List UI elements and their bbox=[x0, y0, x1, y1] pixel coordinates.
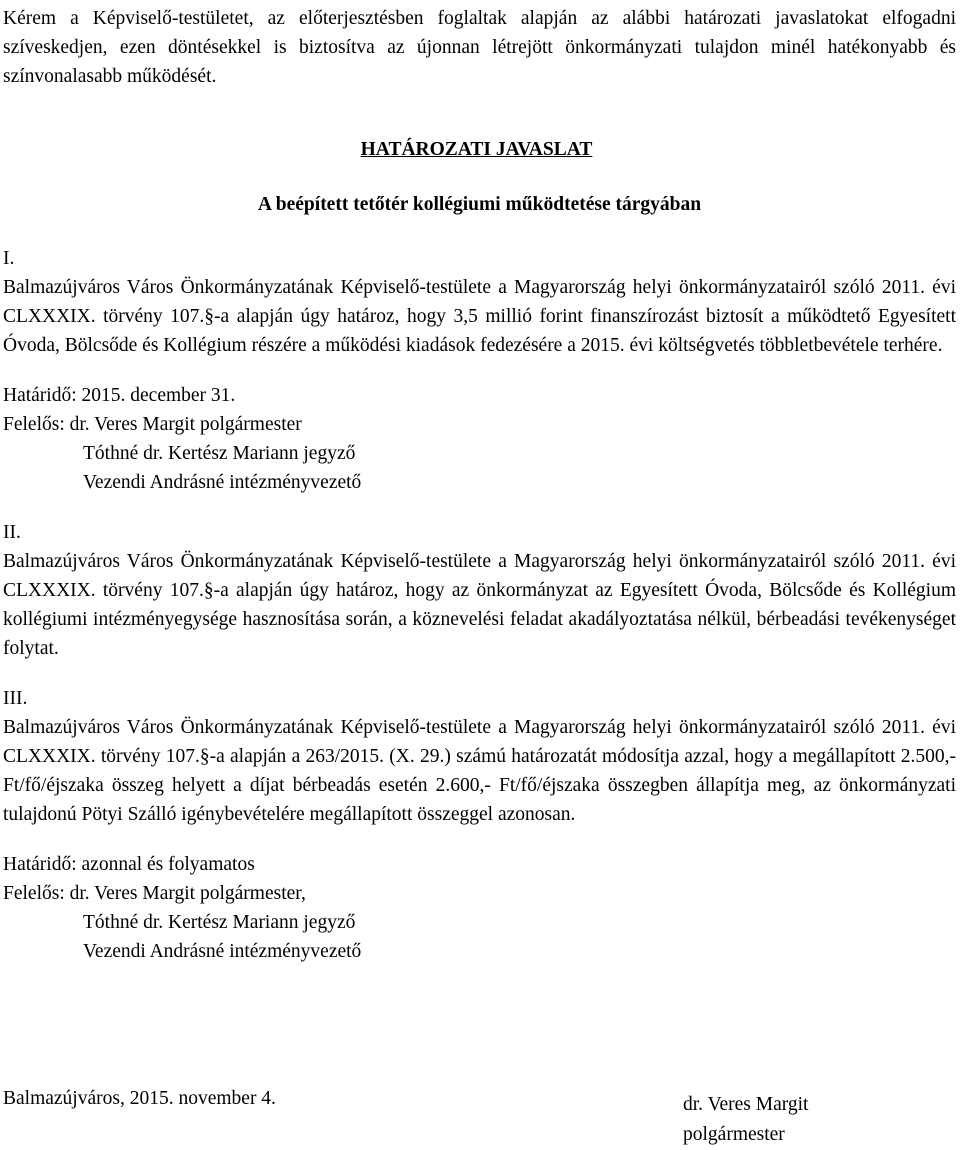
resolution-section-2 bbox=[3, 497, 956, 663]
section-number: I. bbox=[3, 248, 15, 269]
responsible: Vezendi Andrásné intézményvezető bbox=[83, 472, 362, 493]
responsible: Tóthné dr. Kertész Mariann jegyző bbox=[83, 443, 356, 464]
section-text: Balmazújváros Város Önkormányzatának Képviselő-testülete a Magyarország helyi önkormányzatairól szóló 2011. évi CLXXXIX. törvény 107.§-a alapján úgy határoz, hogy 3,5 millió forint finanszírozást biztosít a működtető Egyesített Óvoda, Bölcsőde és Kollégium részére a működési kiadások fedezésére a 2015. évi költségvetés többletbevétele terhére. bbox=[3, 277, 956, 356]
responsible: Vezendi Andrásné intézményvezető bbox=[83, 941, 362, 962]
document-title: HATÁROZATI JAVASLAT bbox=[360, 139, 593, 160]
intro-paragraph: Kérem a Képviselő-testületet, az előterjesztésben foglaltak alapján az alábbi határozati javaslatokat elfogadni szíveskedjen, ezen döntésekkel is biztosítva az újonnan létrejött önkormányzati tulajdon minél hatékonyabb és színvonalasabb működését. bbox=[3, 8, 956, 87]
signature-block bbox=[683, 1090, 808, 1150]
place-date: Balmazújváros, 2015. november 4. bbox=[3, 1087, 276, 1109]
deadline: Határidő: azonnal és folyamatos bbox=[3, 854, 255, 875]
section-number: II. bbox=[3, 522, 21, 543]
resolution-section-1 bbox=[3, 244, 956, 497]
section-text: Balmazújváros Város Önkormányzatának Képviselő-testülete a Magyarország helyi önkormányzatairól szóló 2011. évi CLXXXIX. törvény 107.§-a alapján a 263/2015. (X. 29.) számú határozatát módosítja azzal, hogy a megállapított 2.500,- Ft/fő/éjszaka összeg helyett a díjat bérbeadás esetén 2.600,- Ft/fő/éjszaka összegben állapítja meg, az önkormányzati tulajdonú Pötyi Szálló igénybevételére megállapított összeggel azonosan. bbox=[3, 717, 956, 825]
responsible: Tóthné dr. Kertész Mariann jegyző bbox=[83, 912, 356, 933]
deadline: Határidő: 2015. december 31. bbox=[3, 385, 236, 406]
responsible: Felelős: dr. Veres Margit polgármester bbox=[3, 414, 302, 435]
section-number: III. bbox=[3, 688, 28, 709]
signer-title: polgármester bbox=[683, 1124, 785, 1145]
responsible: Felelős: dr. Veres Margit polgármester, bbox=[3, 883, 306, 904]
signer-name: dr. Veres Margit bbox=[683, 1094, 809, 1115]
resolution-section-3 bbox=[3, 663, 956, 966]
section-text: Balmazújváros Város Önkormányzatának Képviselő-testülete a Magyarország helyi önkormányzatairól szóló 2011. évi CLXXXIX. törvény 107.§-a alapján úgy határoz, hogy az önkormányzat az Egyesített Óvoda, Bölcsőde és Kollégium kollégiumi intézményegysége hasznosítása során, a köznevelési feladat akadályoztatása nélkül, bérbeadási tevékenységet folytat. bbox=[3, 551, 956, 659]
document-page bbox=[3, 0, 956, 1109]
document-subtitle: A beépített tetőtér kollégiumi működtetése tárgyában bbox=[257, 194, 702, 215]
